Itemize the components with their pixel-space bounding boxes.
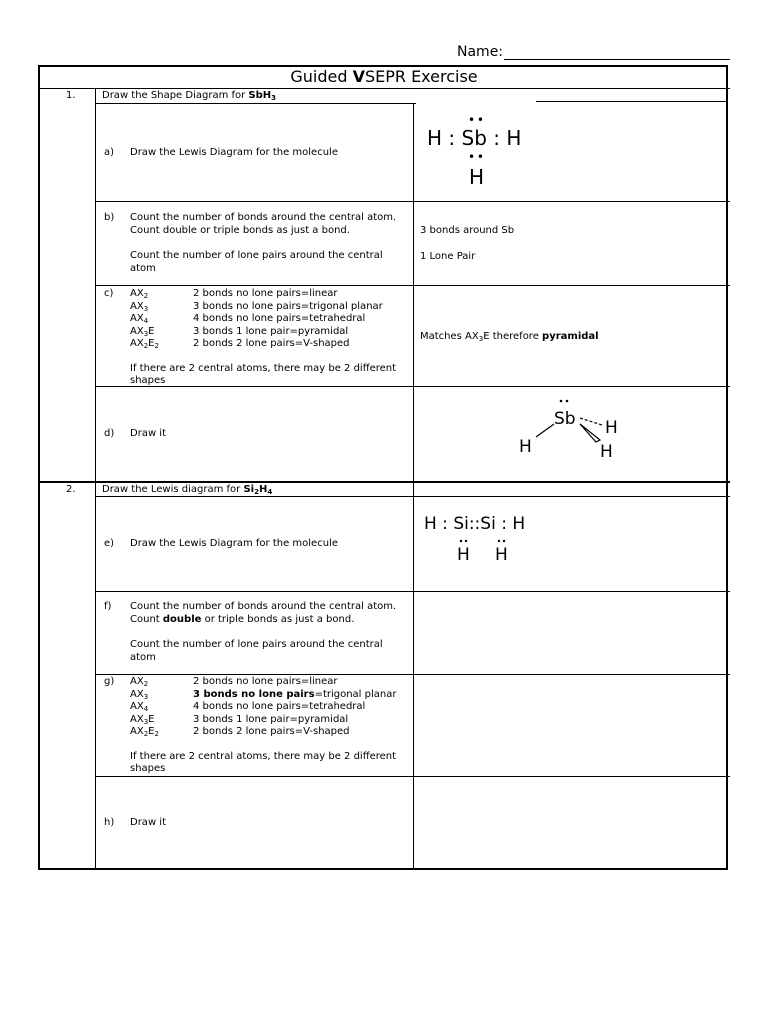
- q2-h-text: Draw it: [130, 817, 166, 828]
- shape-row: $AX_3E$ 3 bonds 1 lone pair=pyramidal: [130, 713, 349, 726]
- shape-row: $AX_3$ 3 bonds no lone pairs=trigonal planar: [130, 688, 397, 701]
- q2-prompt: Draw the Lewis diagram for $Si_2H_4$: [102, 484, 273, 496]
- lone-pair-dot: [566, 400, 569, 403]
- shape-row: $AX_4$ 4 bonds no lone pairs=tetrahedral: [130, 701, 366, 713]
- q1-number: 1.: [66, 90, 76, 101]
- q1-d-letter: d): [104, 428, 115, 439]
- lone-pair-dot: [560, 400, 563, 403]
- bond-dashed: [580, 418, 602, 425]
- q2-h-letter: h): [104, 817, 115, 828]
- name-field: [457, 44, 730, 60]
- atom-h-right: H: [605, 418, 618, 438]
- rule-q1-end: [38, 481, 730, 483]
- q1-b-answer-bonds: 3 bonds around Sb: [420, 225, 515, 236]
- lewis-si-dots: [455, 537, 515, 545]
- q2-f-letter: f): [104, 601, 112, 612]
- bond-line: [536, 424, 554, 437]
- atom-h-bottom: H: [600, 442, 613, 462]
- lewis-sbh3-bottom-h: H: [469, 165, 485, 189]
- atom-sb: Sb: [554, 409, 576, 429]
- q1-d-text: Draw it: [130, 428, 166, 439]
- q1-b-answer-lonepairs: 1 Lone Pair: [420, 251, 476, 262]
- rule-title: [38, 88, 730, 89]
- rule-col-num: [95, 88, 96, 870]
- q1-c-letter: c): [104, 288, 114, 299]
- name-blank[interactable]: [504, 45, 730, 60]
- q1-b-text: Count the number of bonds around the central atom. Count double or triple bonds as just a bond. Count the number of lone pairs around the central atom: [130, 212, 397, 274]
- atom-h-left: H: [519, 437, 532, 457]
- q2-number: 2.: [66, 484, 76, 495]
- lewis-si2h4-row: H : Si::Si : H: [424, 514, 526, 534]
- lewis-si2h4-h-right: H: [495, 545, 508, 565]
- lewis-sb-dots-bottom: • •: [468, 150, 483, 164]
- shape-row: $AX_2$ 2 bonds no lone pairs=linear: [130, 288, 338, 300]
- q1-c-answer: Matches $AX_3E$ therefore pyramidal: [420, 331, 599, 343]
- shape-row: $AX_4$ 4 bonds no lone pairs=tetrahedral: [130, 313, 366, 325]
- lewis-sbh3-row: H : Sb : H: [427, 126, 522, 150]
- q2-g-shape-table: $AX_2$ 2 bonds no lone pairs=linear $AX_3$ 3 bonds no lone pairs=trigonal planar $AX_4$ 4 bonds no lone pairs=tetrahedral $AX_3E$ 3 bonds 1 lone pair=pyramidal $AX_2E_2$ 2 bonds 2 lone pairs=V-shaped If there are 2 central atoms, there may be 2 different shapes: [130, 676, 412, 776]
- bond-wedge: [580, 424, 600, 442]
- q2-g-letter: g): [104, 676, 115, 687]
- q1-b-letter: b): [104, 212, 115, 223]
- q2-g-answer-box[interactable]: [414, 675, 728, 776]
- q1-c-shape-table: $AX_2$ 2 bonds no lone pairs=linear $AX_3$ 3 bonds no lone pairs=trigonal planar $AX_4$ 4 bonds no lone pairs=tetrahedral $AX_3E$ 3 bonds 1 lone pair=pyramidal $AX_2E_2$ 2 bonds 2 lone pairs=V-shaped If there are 2 central atoms, there may be 2 different shapes: [130, 288, 412, 388]
- shape-row: $AX_3E$ 3 bonds 1 lone pair=pyramidal: [130, 325, 349, 338]
- shape-row: $AX_2E_2$ 2 bonds 2 lone pairs=V-shaped: [130, 338, 350, 350]
- q1-prompt: Draw the Shape Diagram for SbH$_3$: [102, 90, 277, 102]
- q1-a-text: Draw the Lewis Diagram for the molecule: [130, 147, 338, 158]
- page-title: Guided VSEPR Exercise: [290, 67, 478, 86]
- name-label: Name:: [457, 44, 504, 60]
- lewis-si2h4-h-left: H: [457, 545, 470, 565]
- q2-f-answer-box[interactable]: [414, 592, 728, 674]
- q2-f-text: Count the number of bonds around the central atom. Count double or triple bonds as just a bond. Count the number of lone pairs around the central atom: [130, 601, 397, 663]
- q1-a-letter: a): [104, 147, 115, 158]
- shape-row: $AX_2$ 2 bonds no lone pairs=linear: [130, 676, 338, 688]
- rule-q1-prompt: [96, 103, 416, 104]
- q2-e-letter: e): [104, 538, 115, 549]
- shape-row: $AX_2E_2$ 2 bonds 2 lone pairs=V-shaped: [130, 726, 350, 738]
- rule-col-answer-q1: [413, 103, 414, 482]
- q2-h-answer-box[interactable]: [414, 777, 728, 869]
- q2-e-text: Draw the Lewis Diagram for the molecule: [130, 538, 338, 549]
- lewis-sb-dots-top: • •: [468, 113, 483, 127]
- shape-row: $AX_3$ 3 bonds no lone pairs=trigonal planar: [130, 300, 383, 313]
- rule-q1-prompt-right: [536, 101, 728, 102]
